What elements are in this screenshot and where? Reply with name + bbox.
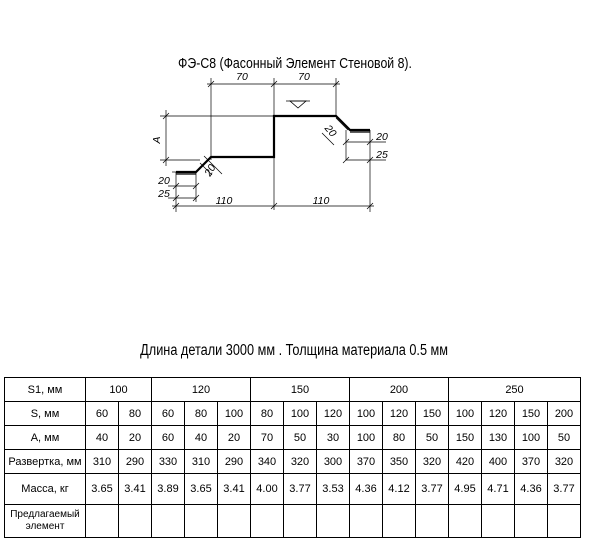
row-label-razvertka: Развертка, мм — [5, 450, 86, 474]
table-cell: 330 — [152, 450, 185, 474]
table-cell: 60 — [152, 402, 185, 426]
table-cell: 3.53 — [317, 474, 350, 505]
table-cell: 60 — [86, 402, 119, 426]
dim-top-left: 70 — [236, 71, 248, 83]
dim-right-offset: 25 — [376, 149, 388, 161]
table-cell-empty — [350, 505, 383, 538]
row-label-a: A, мм — [5, 426, 86, 450]
table-cell-empty — [548, 505, 581, 538]
table-cell: 320 — [284, 450, 317, 474]
table-cell-empty — [185, 505, 218, 538]
table-cell: 320 — [548, 450, 581, 474]
table-cell: 290 — [218, 450, 251, 474]
table-cell: 30 — [317, 426, 350, 450]
table-cell: 200 — [548, 402, 581, 426]
table-row-mass — [5, 474, 581, 505]
table-cell: 420 — [449, 450, 482, 474]
table-row-s — [5, 402, 581, 426]
table-cell: 20 — [218, 426, 251, 450]
table-cell-empty — [284, 505, 317, 538]
table-cell: 40 — [86, 426, 119, 450]
table-cell: 50 — [284, 426, 317, 450]
table-cell: 120 — [383, 402, 416, 426]
table-cell: 120 — [317, 402, 350, 426]
table-cell-empty — [482, 505, 515, 538]
table-cell: 4.95 — [449, 474, 482, 505]
profile-line — [176, 116, 370, 172]
table-cell: 50 — [416, 426, 449, 450]
table-row-proposed — [5, 505, 581, 538]
table-cell: 40 — [185, 426, 218, 450]
table-cell: 100 — [350, 426, 383, 450]
table-cell: 350 — [383, 450, 416, 474]
table-cell: 290 — [119, 450, 152, 474]
dim-a: A — [151, 136, 163, 144]
table-cell: 100 — [218, 402, 251, 426]
table-row-s1 — [5, 378, 581, 402]
table-cell: 370 — [350, 450, 383, 474]
table-cell-empty — [119, 505, 152, 538]
table-cell: 100 — [350, 402, 383, 426]
dim-top-right: 70 — [298, 71, 310, 83]
table-cell: 50 — [548, 426, 581, 450]
table-cell: 100 — [515, 426, 548, 450]
table-cell: 70 — [251, 426, 284, 450]
table-cell: 20 — [119, 426, 152, 450]
table-cell: 3.89 — [152, 474, 185, 505]
table-cell: 4.36 — [515, 474, 548, 505]
table-cell: 150 — [416, 402, 449, 426]
table-cell: 130 — [482, 426, 515, 450]
table-cell: 4.00 — [251, 474, 284, 505]
table-cell: 3.65 — [185, 474, 218, 505]
row-label-proposed — [5, 505, 86, 538]
dim-bend-left: 20 — [202, 162, 219, 179]
table-row-a — [5, 426, 581, 450]
table-cell-empty — [416, 505, 449, 538]
table-cell-empty — [251, 505, 284, 538]
row-label-s1: S1, мм — [5, 378, 86, 402]
table-cell: 310 — [86, 450, 119, 474]
s1-group: 100 — [86, 378, 152, 402]
spec-table — [4, 377, 581, 538]
table-cell: 150 — [515, 402, 548, 426]
proposed-label-line1: Предлагаемый — [10, 509, 80, 520]
table-cell: 120 — [482, 402, 515, 426]
table-cell-empty — [152, 505, 185, 538]
table-cell-empty — [218, 505, 251, 538]
table-cell: 310 — [185, 450, 218, 474]
table-cell: 150 — [449, 426, 482, 450]
table-cell: 320 — [416, 450, 449, 474]
s1-group: 150 — [251, 378, 350, 402]
table-cell: 3.77 — [548, 474, 581, 505]
table-cell: 3.77 — [284, 474, 317, 505]
dim-right-flange: 20 — [376, 131, 388, 143]
table-cell: 3.41 — [218, 474, 251, 505]
dim-bottom-right: 110 — [312, 195, 330, 207]
table-cell: 60 — [152, 426, 185, 450]
s1-group: 200 — [350, 378, 449, 402]
table-cell-empty — [383, 505, 416, 538]
table-cell: 300 — [317, 450, 350, 474]
s1-group: 120 — [152, 378, 251, 402]
table-cell: 100 — [284, 402, 317, 426]
row-label-mass: Масса, кг — [5, 474, 86, 505]
part-info: Длина детали 3000 мм . Толщина материала 0.5 мм — [140, 342, 449, 359]
table-cell: 4.71 — [482, 474, 515, 505]
table-cell: 4.36 — [350, 474, 383, 505]
s1-group: 250 — [449, 378, 581, 402]
table-cell: 3.41 — [119, 474, 152, 505]
row-label-s: S, мм — [5, 402, 86, 426]
table-cell-empty — [449, 505, 482, 538]
table-cell: 340 — [251, 450, 284, 474]
view-arrow-icon — [290, 101, 306, 108]
table-cell-empty — [317, 505, 350, 538]
table-row-razvertka — [5, 450, 581, 474]
table-cell: 370 — [515, 450, 548, 474]
table-cell: 3.77 — [416, 474, 449, 505]
table-cell: 80 — [119, 402, 152, 426]
dim-left-offset: 25 — [158, 188, 170, 200]
drawing-title: ФЭ-С8 (Фасонный Элемент Стеновой 8). — [178, 55, 412, 72]
dim-left-flange: 20 — [158, 175, 170, 187]
dim-bend-right: 20 — [321, 122, 339, 140]
table-cell: 400 — [482, 450, 515, 474]
table-cell: 100 — [449, 402, 482, 426]
table-cell-empty — [86, 505, 119, 538]
table-cell: 4.12 — [383, 474, 416, 505]
table-cell: 80 — [185, 402, 218, 426]
table-cell: 3.65 — [86, 474, 119, 505]
profile-drawing — [0, 0, 590, 230]
table-cell: 80 — [383, 426, 416, 450]
table-cell-empty — [515, 505, 548, 538]
proposed-label-line2: элемент — [25, 521, 65, 532]
table-cell: 80 — [251, 402, 284, 426]
dim-bottom-left: 110 — [215, 195, 233, 207]
